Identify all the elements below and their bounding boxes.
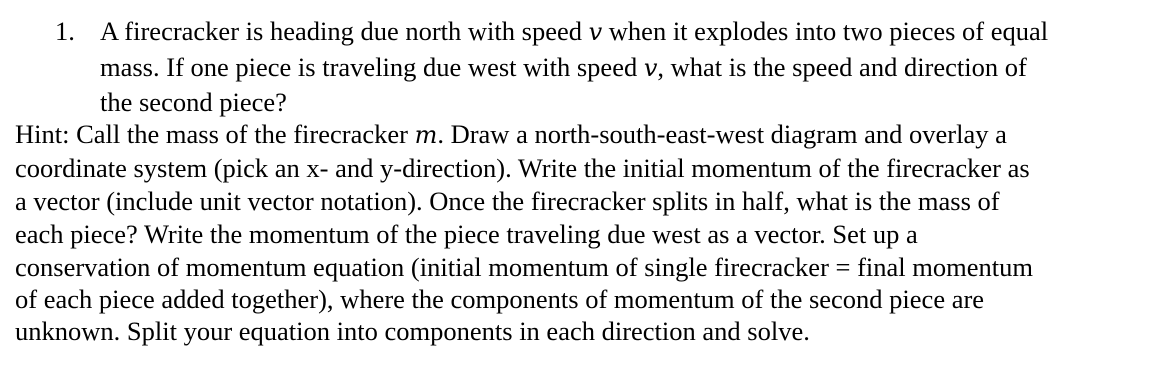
variable-v: v xyxy=(643,54,658,82)
hint-line-2: coordinate system (pick an x- and y-direction). Write the initial momentum of the firecracker as xyxy=(15,153,1030,183)
hint-text: Hint: Call the mass of the firecracker xyxy=(15,119,415,149)
problem-line-2 xyxy=(100,51,1027,85)
hint-text: . Draw a north-south-east-west diagram and overlay a xyxy=(437,119,1007,149)
problem-text: when it explodes into two pieces of equal xyxy=(602,16,1049,46)
hint-line-4: each piece? Write the momentum of the piece traveling due west as a vector. Set up a xyxy=(15,219,918,249)
hint-line-6: of each piece added together), where the components of momentum of the second piece are xyxy=(15,284,985,314)
hint-line-3: a vector (include unit vector notation). Once the firecracker splits in half, what is the mass of xyxy=(15,186,1000,216)
hint-line-7: unknown. Split your equation into components in each direction and solve. xyxy=(15,316,810,346)
hint-line-5: conservation of momentum equation (initial momentum of single firecracker = final momentum xyxy=(15,252,1033,282)
problem-text: A firecracker is heading due north with speed xyxy=(100,16,589,46)
problem-line-1 xyxy=(100,15,1048,49)
problem-line-3: the second piece? xyxy=(100,87,287,117)
problem-number: 1. xyxy=(55,16,75,46)
hint-line-1 xyxy=(15,118,1007,152)
problem-text: mass. If one piece is traveling due west with speed xyxy=(100,52,644,82)
variable-m: m xyxy=(414,121,438,149)
problem-text: , what is the speed and direction of xyxy=(657,52,1027,82)
variable-v: v xyxy=(588,18,603,46)
